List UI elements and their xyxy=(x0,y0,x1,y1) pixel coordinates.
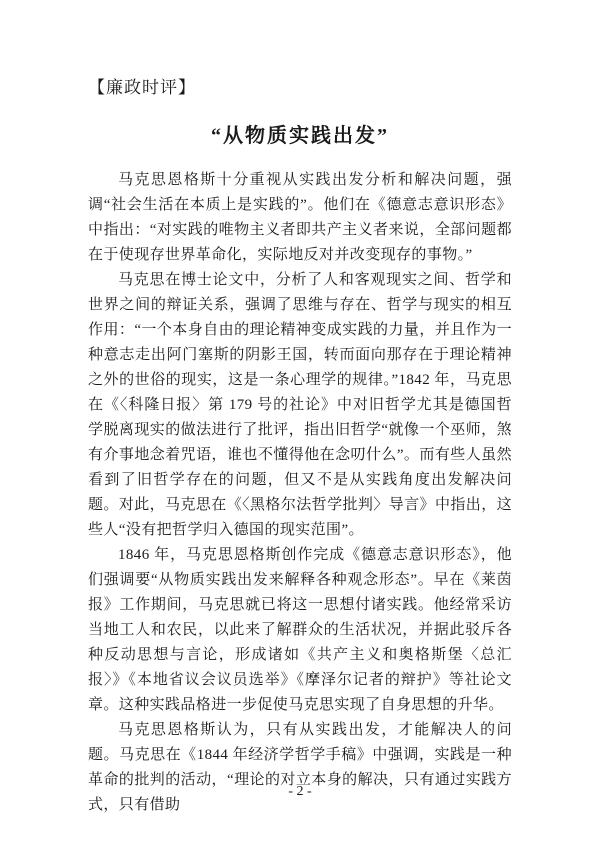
body-paragraph-1: 马克思恩格斯十分重视从实践出发分析和解决问题，强调“社会生活在本质上是实践的”。他们在《德意志意识形态》中指出：“对实践的唯物主义者即共产主义者来说，全部问题都在于使现存世界革命化，实际地反对并改变现存的事物。” xyxy=(88,172,512,263)
document-body xyxy=(88,168,512,818)
body-paragraph-4: 马克思恩格斯认为，只有从实践出发，才能解决人的问题。马克思在《1844 年经济学哲学手稿》中强调，实践是一种革命的批判的活动，“理论的对立本身的解决，只有通过实践方式，只有借助 xyxy=(88,722,512,813)
document-title: “从物质实践出发” xyxy=(211,125,389,147)
page-number: - 2 - xyxy=(288,784,312,799)
document-content xyxy=(88,0,512,818)
body-paragraph-2: 马克思在博士论文中，分析了人和客观现实之间、哲学和世界之间的辩证关系，强调了思维与存在、哲学与现实的相互作用：“一个本身自由的理论精神变成实践的力量，并且作为一种意志走出阿门塞斯的阴影王国，转而面向那存在于理论精神之外的世俗的现实，这是一条心理学的规律。”1842 年，马克思在《〈科隆日报〉第 179 号的社论》中对旧哲学尤其是德国哲学脱离现实的做法进行了批评，指出旧哲学“就像一个巫师，煞有介事地念着咒语，谁也不懂得他在念叨什么”。而有些人虽然看到了旧哲学存在的问题，但又不是从实践角度出发解决问题。对此，马克思在《〈黑格尔法哲学批判〉导言》中指出，这些人“没有把哲学归入德国的现实范围”。 xyxy=(88,272,512,538)
body-paragraph-3: 1846 年，马克思恩格斯创作完成《德意志意识形态》，他们强调要“从物质实践出发来解释各种观念形态”。早在《莱茵报》工作期间，马克思就已将这一思想付诸实践。他经常采访当地工人和农民，以此来了解群众的生活状况，并据此驳斥各种反动思想与言论，形成诸如《共产主义和奥格斯堡〈总汇报〉》《本地省议会议员选举》《摩泽尔记者的辩护》等社论文章。这种实践品格进一步促使马克思实现了自身思想的升华。 xyxy=(88,547,512,713)
section-label: 【廉政时评】 xyxy=(88,78,196,97)
